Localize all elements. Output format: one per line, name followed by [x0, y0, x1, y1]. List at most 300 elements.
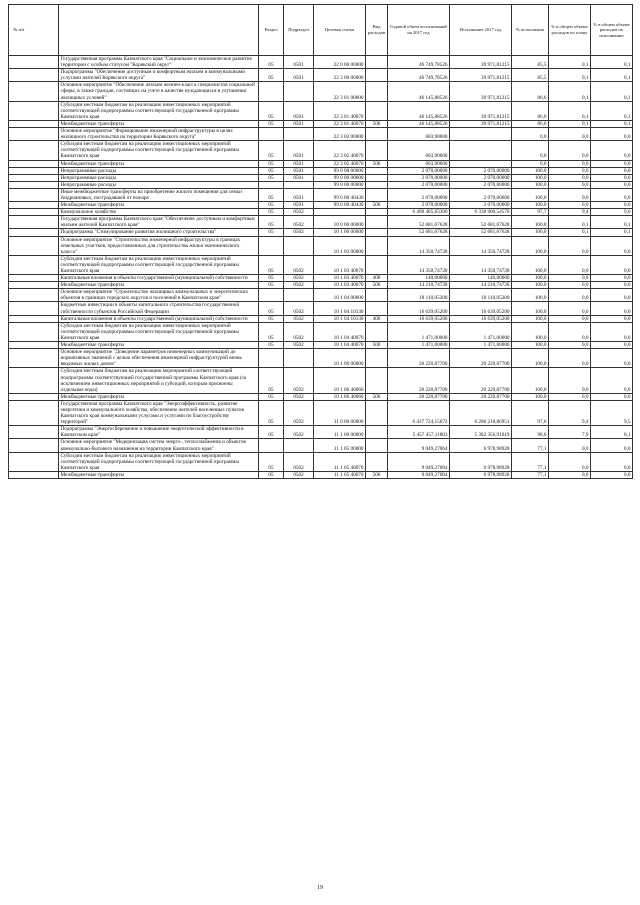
table-row	[9, 141, 633, 160]
cell-name: Подпрограмма "Обеспечение доступным и комфортным жильем и коммунальными услугами жителей Корякского округа"	[59, 69, 259, 82]
table-row	[9, 229, 633, 236]
cell-pct: 100,0	[512, 216, 549, 229]
cell-actual: 5 382 356,91019	[450, 426, 512, 439]
cell-share-plan: 0,1	[549, 69, 591, 82]
cell-exp-type	[366, 209, 388, 216]
cell-section: 05	[259, 393, 284, 400]
cell-num	[9, 302, 59, 315]
cell-pct: 100,0	[512, 302, 549, 315]
cell-share-actual: 0,1	[591, 229, 633, 236]
cell-target: 10 1 04 40070	[314, 342, 366, 349]
cell-actual: 6 286 218,86951	[450, 400, 512, 425]
cell-plan: 2 070,00000	[388, 174, 450, 181]
cell-num	[9, 342, 59, 349]
cell-share-plan: 0,0	[549, 471, 591, 478]
cell-plan: 9 049,27064	[388, 471, 450, 478]
table-row	[9, 349, 633, 368]
cell-plan: 16 639,05200	[388, 315, 450, 322]
table-header-row	[9, 5, 633, 56]
cell-section: 05	[259, 141, 284, 160]
cell-pct: 86,6	[512, 82, 549, 101]
cell-num	[9, 120, 59, 127]
cell-plan: 20 220,87700	[388, 393, 450, 400]
header-target: Целевая статья	[314, 5, 366, 56]
cell-exp-type	[366, 181, 388, 188]
table-row	[9, 167, 633, 174]
cell-target	[314, 209, 366, 216]
cell-exp-type	[366, 128, 388, 141]
cell-target: 10 1 04 40070	[314, 322, 366, 341]
table-row	[9, 202, 633, 209]
cell-pct: 86,6	[512, 101, 549, 120]
cell-section: 05	[259, 188, 284, 201]
cell-share-plan: 0,0	[549, 302, 591, 315]
cell-name: Бюджетные инвестиции в объекты капитального строительства государственной собственности субъектов Российской Федерации	[59, 302, 259, 315]
cell-name: Непрограммные расходы	[59, 181, 259, 188]
cell-target: 10 1 03 40070	[314, 282, 366, 289]
cell-actual: 1 471,00000	[450, 342, 512, 349]
cell-share-actual: 0,0	[591, 315, 633, 322]
cell-pct: 100,0	[512, 236, 549, 255]
header-plan: Годовой объем ассигнований на 2017 год	[388, 5, 450, 56]
cell-section: 05	[259, 216, 284, 229]
cell-target: 99 0 00 40430	[314, 202, 366, 209]
cell-name: Субсидии местным бюджетам на реализацию инвестиционных мероприятий соответствующей подпрограммы соответствующей государственной программы Камчатского края	[59, 322, 259, 341]
cell-actual: 39 971,81215	[450, 101, 512, 120]
cell-actual: 2 070,00000	[450, 167, 512, 174]
cell-target: 22 3 02 00000	[314, 128, 366, 141]
cell-share-plan: 0,0	[549, 174, 591, 181]
cell-subsection: 0501	[284, 202, 314, 209]
table-body	[9, 56, 633, 479]
cell-exp-type	[366, 439, 388, 452]
cell-exp-type: 400	[366, 275, 388, 282]
cell-section: 05	[259, 282, 284, 289]
cell-subsection	[284, 181, 314, 188]
cell-subsection	[284, 236, 314, 255]
cell-exp-type: 500	[366, 160, 388, 167]
cell-pct: 77,1	[512, 471, 549, 478]
cell-exp-type: 400	[366, 315, 388, 322]
cell-share-actual: 0,0	[591, 188, 633, 201]
cell-num	[9, 216, 59, 229]
cell-subsection: 0502	[284, 216, 314, 229]
cell-name: Государственная программа Камчатского края "Энергоэффективность, развитие энергетики и коммунального хозяйства, обеспечение жителей населенных пунктов Камчатского края коммунальными услугами и услугами по благоустройству территорий"	[59, 400, 259, 425]
cell-section: 05	[259, 101, 284, 120]
cell-num	[9, 209, 59, 216]
cell-section	[259, 236, 284, 255]
cell-target: 22 3 02 40070	[314, 141, 366, 160]
cell-share-plan: 0,0	[549, 188, 591, 201]
cell-exp-type	[366, 426, 388, 439]
cell-subsection: 0502	[284, 400, 314, 425]
cell-name: Основное мероприятие "Строительство инженерной инфраструктуры в границах земельных участков, предоставленных для строительства жилья экономического класса"	[59, 236, 259, 255]
cell-num	[9, 452, 59, 471]
cell-pct: 100,0	[512, 342, 549, 349]
cell-num	[9, 439, 59, 452]
cell-actual: 20 220,87700	[450, 393, 512, 400]
cell-actual: 2 070,00000	[450, 202, 512, 209]
cell-subsection: 0501	[284, 174, 314, 181]
table-row	[9, 322, 633, 341]
cell-target: 10 1 06 40060	[314, 368, 366, 393]
cell-target: 99 0 00 00000	[314, 167, 366, 174]
cell-subsection: 0502	[284, 322, 314, 341]
cell-name: Государственная программа Камчатского края "Социальное и экономическое развитие территории с особым статусом "Корякский округ"	[59, 56, 259, 69]
cell-pct: 77,1	[512, 452, 549, 471]
cell-actual: 1 471,00000	[450, 322, 512, 341]
cell-actual: 2 070,00000	[450, 174, 512, 181]
cell-share-plan: 0,0	[549, 255, 591, 274]
cell-exp-type: 500	[366, 393, 388, 400]
cell-plan: 52 681,67628	[388, 229, 450, 236]
cell-share-plan: 0,0	[549, 202, 591, 209]
cell-section: 05	[259, 471, 284, 478]
cell-section: 05	[259, 120, 284, 127]
cell-pct: 100,0	[512, 289, 549, 302]
cell-target: 22 3 01 00000	[314, 82, 366, 101]
cell-plan: 46 749,78526	[388, 69, 450, 82]
cell-subsection: 0502	[284, 342, 314, 349]
cell-exp-type	[366, 452, 388, 471]
cell-section: 05	[259, 315, 284, 322]
cell-share-plan: 9,4	[549, 209, 591, 216]
cell-subsection	[284, 82, 314, 101]
cell-name: Межбюджетные трансферты	[59, 282, 259, 289]
cell-num	[9, 181, 59, 188]
cell-num	[9, 188, 59, 201]
cell-subsection: 0502	[284, 229, 314, 236]
cell-plan: 20 220,87700	[388, 368, 450, 393]
cell-section: 05	[259, 202, 284, 209]
cell-plan: 1 471,00000	[388, 322, 450, 341]
cell-num	[9, 56, 59, 69]
cell-exp-type	[366, 167, 388, 174]
cell-section: 05	[259, 368, 284, 393]
cell-share-plan: 0,0	[549, 315, 591, 322]
cell-section: 05	[259, 342, 284, 349]
cell-plan: 603,90000	[388, 128, 450, 141]
cell-share-actual: 0,0	[591, 471, 633, 478]
cell-exp-type	[366, 289, 388, 302]
cell-name: Субсидии местным бюджетам на реализацию инвестиционных мероприятий соответствующей подпрограммы соответствующей государственной программы Камчатского края	[59, 452, 259, 471]
cell-target: 22 3 01 40070	[314, 120, 366, 127]
table-row	[9, 181, 633, 188]
cell-exp-type	[366, 69, 388, 82]
cell-section: 05	[259, 255, 284, 274]
table-row	[9, 452, 633, 471]
table-row	[9, 302, 633, 315]
cell-share-actual: 0,0	[591, 439, 633, 452]
cell-section	[259, 181, 284, 188]
cell-target: 10 1 04 10130	[314, 315, 366, 322]
cell-pct: 100,0	[512, 368, 549, 393]
cell-share-plan: 0,0	[549, 160, 591, 167]
cell-share-plan: 0,0	[549, 181, 591, 188]
cell-num	[9, 101, 59, 120]
cell-num	[9, 400, 59, 425]
cell-actual: 14 350,74728	[450, 255, 512, 274]
cell-plan: 2 070,00000	[388, 188, 450, 201]
cell-subsection: 0501	[284, 101, 314, 120]
cell-section: 05	[259, 302, 284, 315]
cell-share-plan: 0,0	[549, 368, 591, 393]
cell-section: 05	[259, 160, 284, 167]
cell-actual: 16 639,05200	[450, 315, 512, 322]
budget-table	[8, 4, 633, 479]
cell-pct: 100,0	[512, 181, 549, 188]
table-row	[9, 426, 633, 439]
cell-name: Подпрограмма "Энергосбережение и повышение энергетической эффективности в Камчатском крае"	[59, 426, 259, 439]
header-actual: Исполнение 2017 год	[450, 5, 512, 56]
cell-target: 11 1 00 00000	[314, 426, 366, 439]
cell-target: 10 1 04 00000	[314, 289, 366, 302]
cell-actual: 20 220,87700	[450, 349, 512, 368]
cell-share-actual: 0,0	[591, 174, 633, 181]
cell-plan: 6 490 405,83300	[388, 209, 450, 216]
cell-target: 11 1 05 00000	[314, 439, 366, 452]
cell-target: 22 0 00 00000	[314, 56, 366, 69]
cell-num	[9, 322, 59, 341]
cell-subsection	[284, 289, 314, 302]
cell-exp-type	[366, 82, 388, 101]
header-subsection: Подраздел	[284, 5, 314, 56]
table-row	[9, 82, 633, 101]
cell-name: Основное мероприятие "Обеспечение жильем жизнен-класса специалистов социальной сферы, в также граждан, состоящих на учете в качестве нуждающихся в улучшении жилищных условий"	[59, 82, 259, 101]
cell-exp-type	[366, 349, 388, 368]
cell-target: 22 3 00 00000	[314, 69, 366, 82]
cell-actual: 6 978,98928	[450, 471, 512, 478]
cell-num	[9, 174, 59, 181]
header-num: № п/п	[9, 5, 59, 56]
cell-actual: 39 971,81215	[450, 56, 512, 69]
cell-exp-type	[366, 368, 388, 393]
cell-plan: 20 220,87700	[388, 349, 450, 368]
cell-share-actual: 0,0	[591, 368, 633, 393]
cell-subsection	[284, 439, 314, 452]
cell-num	[9, 160, 59, 167]
table-row	[9, 209, 633, 216]
cell-plan: 603,90000	[388, 160, 450, 167]
cell-pct: 100,0	[512, 275, 549, 282]
cell-share-plan: 0,0	[549, 393, 591, 400]
cell-name: Основное мероприятие "Строительство жилищных коммунальных и энергетических объектов в границах городских округов и поселений в Камчатском крае"	[59, 289, 259, 302]
cell-share-plan: 9,4	[549, 400, 591, 425]
cell-subsection: 0502	[284, 393, 314, 400]
cell-subsection: 0501	[284, 120, 314, 127]
cell-target: 22 3 02 40070	[314, 160, 366, 167]
cell-num	[9, 471, 59, 478]
cell-name: Непрограммные расходы	[59, 167, 259, 174]
table-row	[9, 471, 633, 478]
cell-target: 10 1 03 40070	[314, 275, 366, 282]
cell-actual: 39 971,81215	[450, 120, 512, 127]
header-pct: % исполнения	[512, 5, 549, 56]
cell-share-plan: 0,1	[549, 56, 591, 69]
cell-actual: 140,00000	[450, 275, 512, 282]
table-row	[9, 342, 633, 349]
cell-plan: 140,00000	[388, 275, 450, 282]
cell-pct: 97,6	[512, 400, 549, 425]
cell-pct: 85,5	[512, 69, 549, 82]
cell-share-actual: 0,0	[591, 167, 633, 174]
cell-share-plan: 0,0	[549, 452, 591, 471]
cell-target: 10 1 06 40060	[314, 393, 366, 400]
cell-num	[9, 368, 59, 393]
cell-actual: 2 070,00000	[450, 188, 512, 201]
cell-exp-type: 500	[366, 342, 388, 349]
cell-section	[259, 349, 284, 368]
cell-exp-type: 500	[366, 471, 388, 478]
cell-subsection	[284, 349, 314, 368]
page-number: 19	[317, 885, 323, 891]
cell-share-actual: 0,0	[591, 255, 633, 274]
table-row	[9, 216, 633, 229]
cell-name: Основное мероприятие "Формирование инженерной инфраструктуры в целях жилищного строительства на территории Корякского округа"	[59, 128, 259, 141]
cell-name: Капитальные вложения в объекты государственной (муниципальной) собственности	[59, 275, 259, 282]
cell-name: Межбюджетные трансферты	[59, 160, 259, 167]
cell-actual: 14 210,74728	[450, 282, 512, 289]
cell-section	[259, 82, 284, 101]
cell-share-actual: 0,1	[591, 101, 633, 120]
cell-share-actual: 0,1	[591, 69, 633, 82]
header-section: Раздел	[259, 5, 284, 56]
cell-name: Межбюджетные трансферты	[59, 120, 259, 127]
cell-exp-type	[366, 56, 388, 69]
cell-target: 99 0 00 40430	[314, 188, 366, 201]
cell-target: 11 0 00 00000	[314, 400, 366, 425]
cell-actual: 16 639,05200	[450, 302, 512, 315]
table-row	[9, 282, 633, 289]
cell-share-actual: 0,0	[591, 289, 633, 302]
cell-target: 10 0 00 00000	[314, 216, 366, 229]
cell-share-plan: 0,0	[549, 282, 591, 289]
cell-exp-type	[366, 174, 388, 181]
cell-share-actual: 0,0	[591, 181, 633, 188]
cell-section	[259, 128, 284, 141]
cell-section: 05	[259, 275, 284, 282]
table-row	[9, 236, 633, 255]
cell-share-plan: 0,0	[549, 275, 591, 282]
cell-pct: 85,5	[512, 56, 549, 69]
table-row	[9, 128, 633, 141]
cell-name: Иные межбюджетные трансферты на приобретение жилого помещения для семьи Андриановых, пострадавшей от пожара	[59, 188, 259, 201]
cell-name: Субсидии местным бюджетам на реализацию инвестиционных мероприятий соответствующей подпрограммы соответствующей государственной программы Камчатского края	[59, 141, 259, 160]
cell-share-plan: 0,0	[549, 128, 591, 141]
cell-exp-type	[366, 322, 388, 341]
cell-subsection: 0501	[284, 160, 314, 167]
cell-name: Субсидии местным бюджетам на реализацию инвестиционных мероприятий соответствующей подпрограммы соответствующей государственной программы Камчатского края	[59, 255, 259, 274]
cell-share-actual: 0,0	[591, 141, 633, 160]
cell-name: Капитальные вложения в объекты государственной (муниципальной) собственности	[59, 315, 259, 322]
cell-num	[9, 349, 59, 368]
cell-plan: 52 681,67628	[388, 216, 450, 229]
cell-num	[9, 229, 59, 236]
cell-plan: 46 145,88526	[388, 101, 450, 120]
document-page	[8, 4, 632, 479]
cell-plan: 46 749,78526	[388, 56, 450, 69]
table-row	[9, 400, 633, 425]
cell-section: 05	[259, 400, 284, 425]
cell-subsection: 0502	[284, 209, 314, 216]
cell-plan: 14 350,74728	[388, 236, 450, 255]
cell-share-plan: 0,0	[549, 141, 591, 160]
cell-share-plan: 7,9	[549, 426, 591, 439]
cell-subsection: 0502	[284, 368, 314, 393]
cell-share-actual: 0,1	[591, 216, 633, 229]
cell-pct: 86,6	[512, 120, 549, 127]
cell-actual	[450, 128, 512, 141]
cell-pct: 97,7	[512, 209, 549, 216]
cell-share-plan: 0,0	[549, 236, 591, 255]
cell-pct: 100,0	[512, 315, 549, 322]
cell-name: Субсидии местным бюджетам на реализацию мероприятий соответствующей подпрограммы соответствующей государственной программы Камчатского края (за исключением инвестиционных мероприятий и субсидий, которым присвоены отдельные коды)	[59, 368, 259, 393]
table-row	[9, 393, 633, 400]
cell-share-plan: 0,1	[549, 101, 591, 120]
cell-section: 05	[259, 174, 284, 181]
header-name	[59, 5, 259, 56]
cell-pct: 100,0	[512, 349, 549, 368]
cell-section: 05	[259, 229, 284, 236]
cell-share-actual: 0,0	[591, 282, 633, 289]
table-row	[9, 188, 633, 201]
cell-name: Межбюджетные трансферты	[59, 393, 259, 400]
cell-pct: 100,0	[512, 174, 549, 181]
header-share-actual: % в общем объеме расходов по исполнению	[591, 5, 633, 56]
cell-actual: 20 220,87700	[450, 368, 512, 393]
cell-pct: 100,0	[512, 202, 549, 209]
cell-share-plan: 0,0	[549, 349, 591, 368]
header-share-plan: % в общем объеме расходов по плану	[549, 5, 591, 56]
cell-share-actual: 0,0	[591, 349, 633, 368]
cell-pct: 100,0	[512, 229, 549, 236]
cell-pct: 100,0	[512, 393, 549, 400]
cell-target: 10 1 06 00000	[314, 349, 366, 368]
cell-pct: 77,1	[512, 439, 549, 452]
cell-plan: 9 049,27064	[388, 452, 450, 471]
cell-actual	[450, 160, 512, 167]
cell-subsection: 0502	[284, 255, 314, 274]
cell-share-actual: 0,0	[591, 160, 633, 167]
cell-num	[9, 167, 59, 174]
cell-exp-type	[366, 302, 388, 315]
cell-section: 05	[259, 322, 284, 341]
cell-pct: 100,0	[512, 255, 549, 274]
cell-name: Основное мероприятие "Доведение параметров инженерных коммуникаций до нормативных значений с целью обеспечения инженерной инфраструктурой вновь вводимых жилых домов"	[59, 349, 259, 368]
cell-target: 99 0 00 00000	[314, 174, 366, 181]
cell-exp-type	[366, 216, 388, 229]
cell-exp-type	[366, 141, 388, 160]
cell-share-actual: 0,0	[591, 202, 633, 209]
cell-plan: 6 437 724,15672	[388, 400, 450, 425]
cell-pct: 98,6	[512, 426, 549, 439]
cell-num	[9, 236, 59, 255]
cell-actual: 2 070,00000	[450, 181, 512, 188]
cell-section: 05	[259, 209, 284, 216]
cell-target: 10 1 04 10130	[314, 302, 366, 315]
cell-num	[9, 128, 59, 141]
table-row	[9, 315, 633, 322]
cell-share-plan: 0,0	[549, 167, 591, 174]
cell-subsection: 0502	[284, 282, 314, 289]
cell-subsection: 0501	[284, 56, 314, 69]
cell-exp-type: 500	[366, 120, 388, 127]
cell-plan: 14 210,74728	[388, 282, 450, 289]
cell-exp-type	[366, 229, 388, 236]
cell-actual	[450, 141, 512, 160]
cell-name: Коммунальное хозяйство	[59, 209, 259, 216]
cell-subsection: 0502	[284, 302, 314, 315]
